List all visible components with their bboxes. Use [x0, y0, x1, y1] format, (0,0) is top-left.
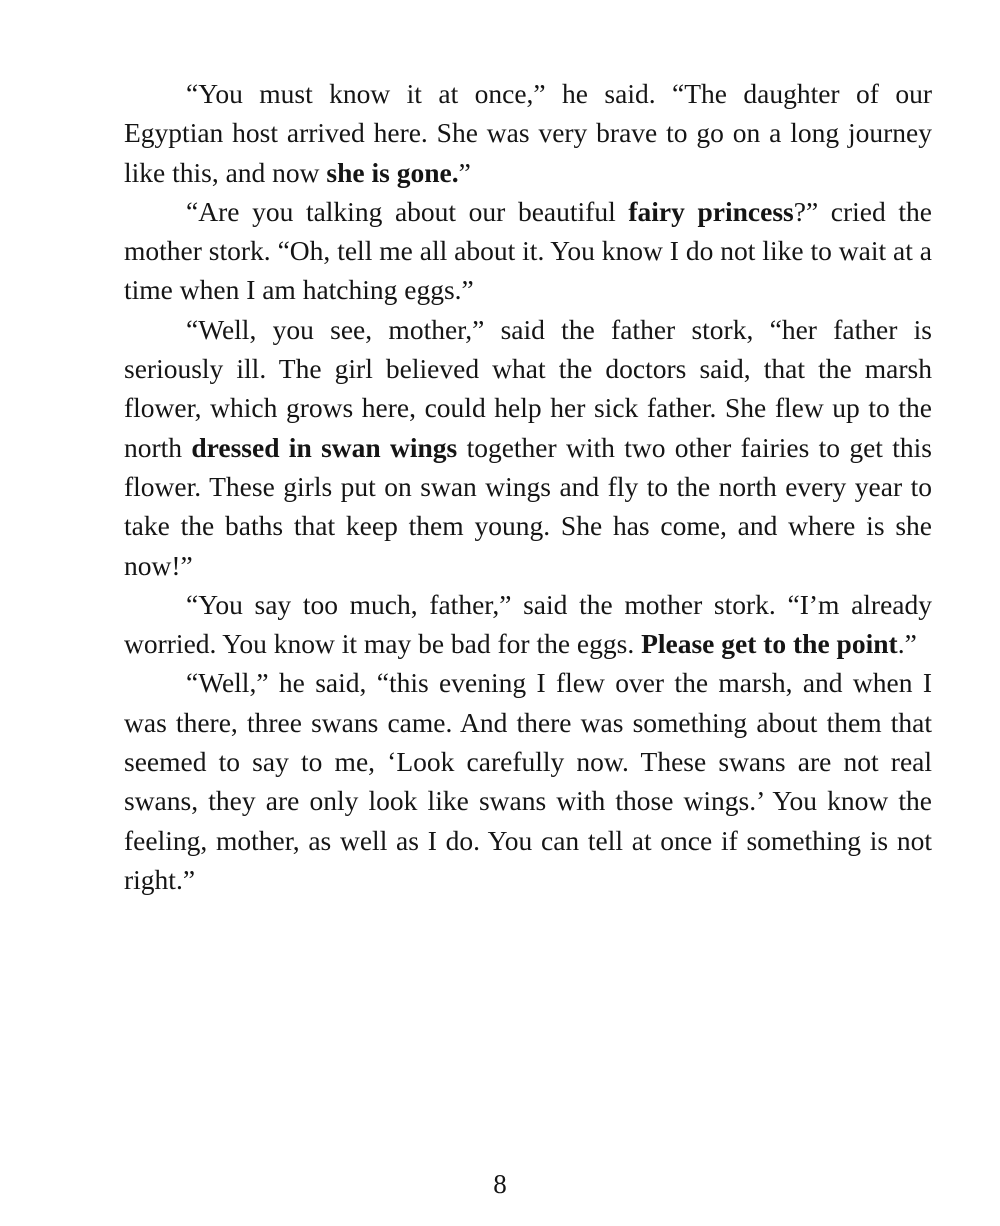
bold-phrase: dressed in swan wings	[191, 431, 458, 463]
bold-phrase: she is gone.	[326, 156, 459, 188]
paragraph	[124, 74, 932, 192]
page-body	[124, 74, 932, 899]
paragraph-text: ”	[458, 156, 471, 188]
paragraph-text: ?” cried the mother stork. “Oh, tell me all about it. You know I do not like to wait at a time when I am hatching eggs.”	[124, 195, 932, 306]
paragraph-text: “Well,” he said, “this evening I flew over the marsh, and when I was there, three swans came. And there was something about them that seemed to say to me, ‘Look carefully now. These swans are not real swans, they are only look like swans with those wings.’ You know the feeling, mother, as well as I do. You can tell at once if something is not right.”	[124, 667, 932, 895]
bold-phrase: Please get to the point	[641, 628, 898, 660]
paragraph-text: “You say too much, father,” said the mother stork. “I’m already worried. You know it may be bad for the eggs.	[124, 588, 932, 660]
page-number: 8	[493, 1169, 507, 1199]
paragraph	[124, 310, 932, 585]
paragraph-text: together with two other fairies to get this flower. These girls put on swan wings and fly to the north every year to take the baths that keep them young. She has come, and where is she now!”	[124, 431, 932, 581]
paragraph	[124, 663, 932, 899]
paragraph-text: “You must know it at once,” he said. “The daughter of our Egyptian host arrived here. She was very brave to go on a long journey like this, and now	[124, 78, 932, 188]
paragraph	[124, 192, 932, 310]
bold-phrase: fairy princess	[628, 195, 794, 227]
paragraph-text: .”	[897, 628, 917, 660]
paragraph-text: “Are you talking about our beautiful	[186, 195, 629, 227]
paragraph	[124, 585, 932, 664]
paragraph-text: “Well, you see, mother,” said the father stork, “her father is seriously ill. The girl believed what the doctors said, that the marsh flower, which grows here, could help her sick father. She flew up to the north	[124, 313, 932, 463]
